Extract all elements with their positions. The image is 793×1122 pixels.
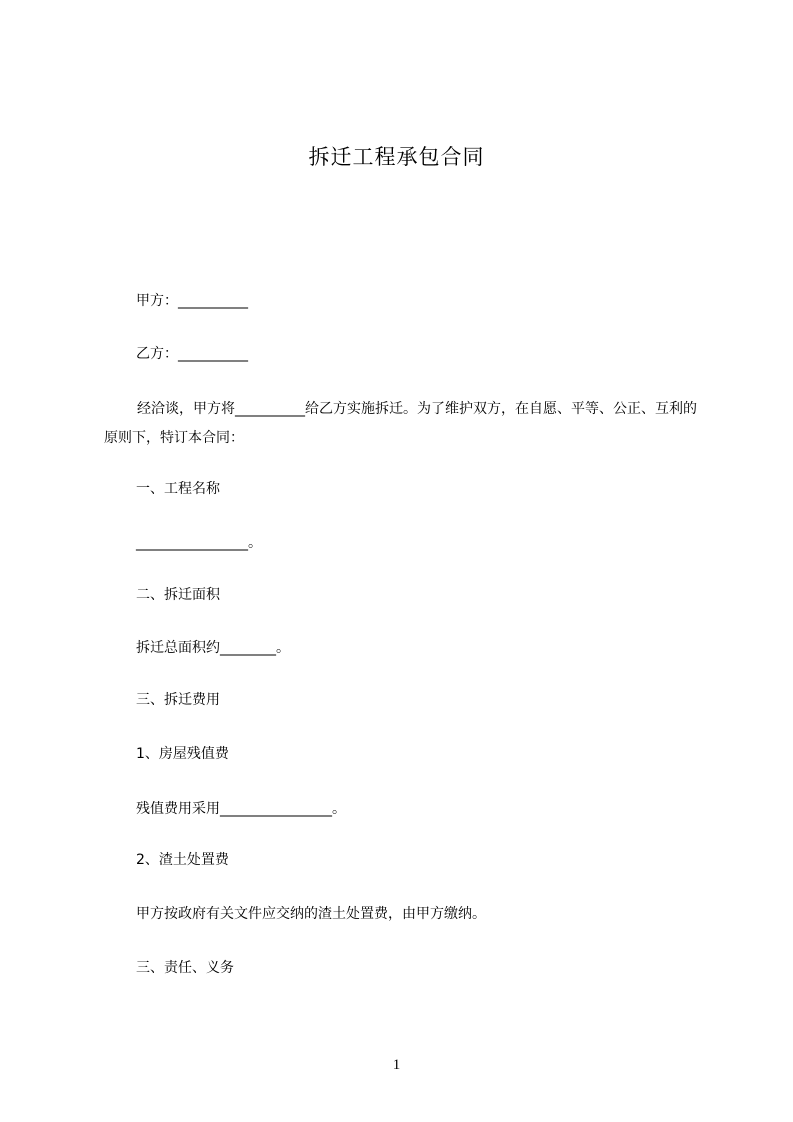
section-1-content: ________________。 [136, 535, 262, 551]
page-number: 1 [392, 1057, 401, 1073]
section-3-heading: 三、拆迁费用 [136, 692, 220, 708]
party-b-line: 乙方：__________ [136, 346, 248, 362]
section-2-content: 拆迁总面积约________。 [136, 640, 290, 656]
section-2-heading: 二、拆迁面积 [136, 587, 220, 603]
party-a-line: 甲方：__________ [136, 293, 248, 309]
document-title: 拆迁工程承包合同 [308, 145, 485, 169]
item-2-content: 甲方按政府有关文件应交纳的渣土处置费，由甲方缴纳。 [136, 906, 486, 922]
item-2-heading: 2、渣土处置费 [136, 852, 229, 868]
section-1-heading: 一、工程名称 [136, 481, 220, 497]
intro-paragraph: 经洽谈，甲方将__________给乙方实施拆迁。为了维护双方，在自愿、平等、公正、互利的原则下，特订本合同： [104, 401, 697, 446]
item-1-heading: 1、房屋残值费 [136, 746, 229, 762]
section-4-heading: 三、责任、义务 [136, 960, 234, 976]
item-1-content: 残值费用采用________________。 [136, 801, 346, 817]
